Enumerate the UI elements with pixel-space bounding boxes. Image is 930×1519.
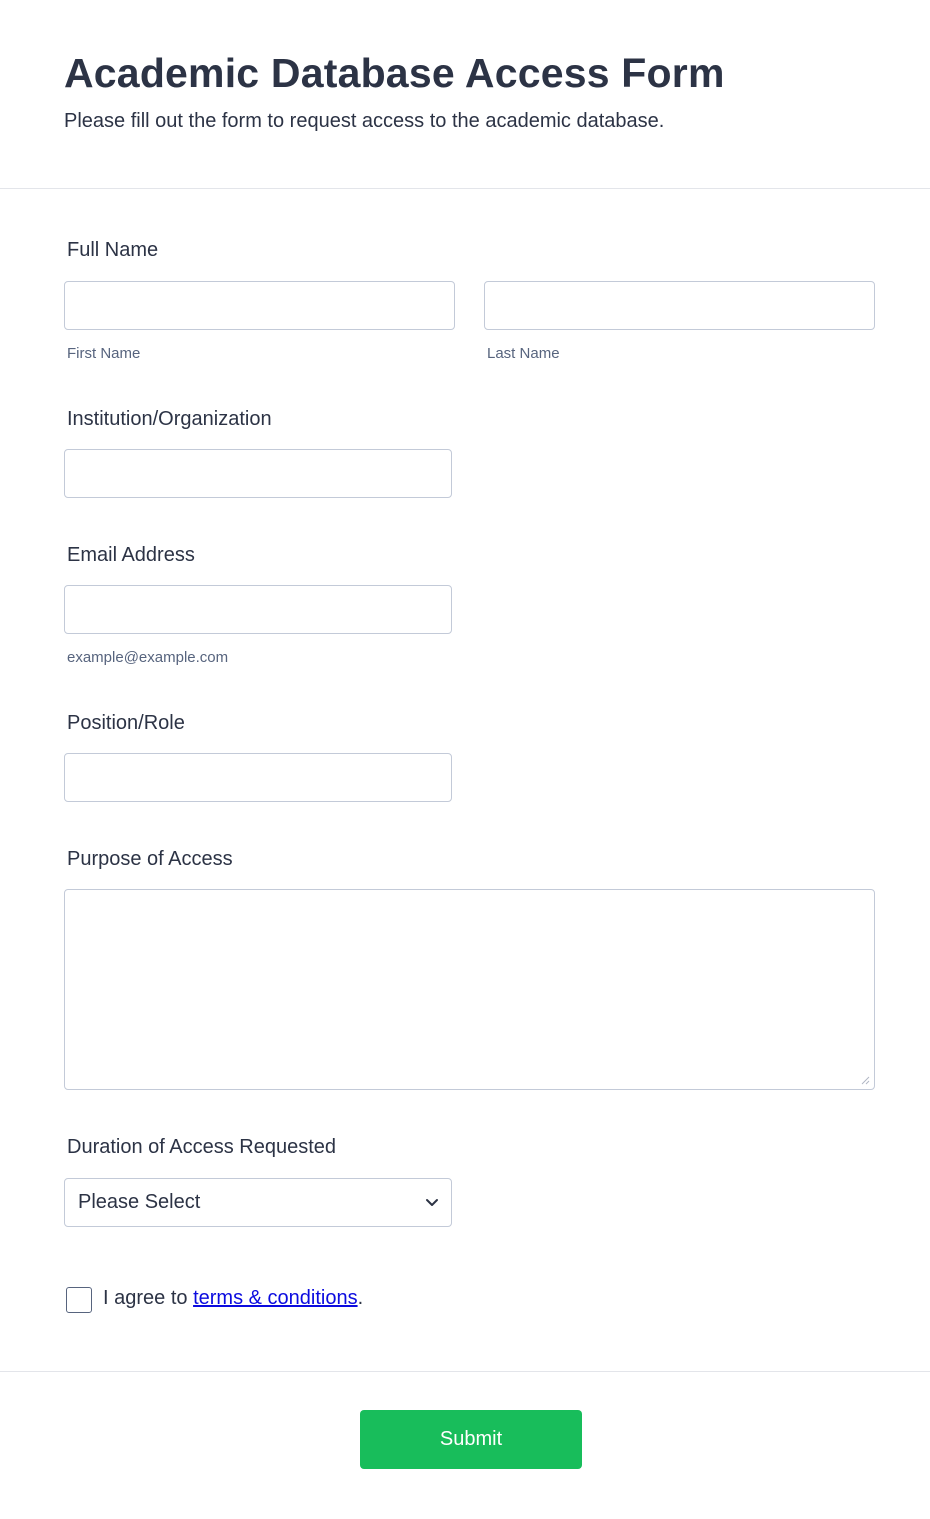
position-label: Position/Role xyxy=(67,712,185,734)
submit-button[interactable]: Submit xyxy=(360,1410,582,1469)
full-name-label: Full Name xyxy=(67,239,159,261)
form-header xyxy=(0,0,930,189)
terms-link[interactable]: terms & conditions xyxy=(193,1287,358,1309)
email-input[interactable] xyxy=(64,585,452,634)
duration-select[interactable] xyxy=(64,1178,452,1227)
last-name-input[interactable] xyxy=(484,281,875,330)
first-name-sublabel: First Name xyxy=(67,345,141,362)
chevron-down-icon xyxy=(425,1195,439,1209)
form-subtitle: Please fill out the form to request access to the academic database. xyxy=(64,110,665,132)
email-label: Email Address xyxy=(67,544,195,566)
first-name-input[interactable] xyxy=(64,281,455,330)
duration-selected-value: Please Select xyxy=(78,1191,201,1213)
form-title: Academic Database Access Form xyxy=(64,50,725,96)
resize-grip-icon[interactable] xyxy=(861,1076,870,1085)
purpose-textarea[interactable] xyxy=(64,889,875,1090)
duration-label: Duration of Access Requested xyxy=(67,1136,337,1158)
position-input[interactable] xyxy=(64,753,452,802)
institution-label: Institution/Organization xyxy=(67,408,272,430)
institution-input[interactable] xyxy=(64,449,452,498)
purpose-label: Purpose of Access xyxy=(67,848,233,870)
last-name-sublabel: Last Name xyxy=(487,345,560,362)
terms-prefix: I agree to xyxy=(103,1287,194,1309)
terms-suffix: . xyxy=(357,1287,364,1309)
footer-divider xyxy=(0,1371,930,1372)
terms-checkbox[interactable] xyxy=(66,1287,92,1313)
terms-agreement xyxy=(103,1287,363,1310)
email-sublabel: example@example.com xyxy=(67,649,229,666)
